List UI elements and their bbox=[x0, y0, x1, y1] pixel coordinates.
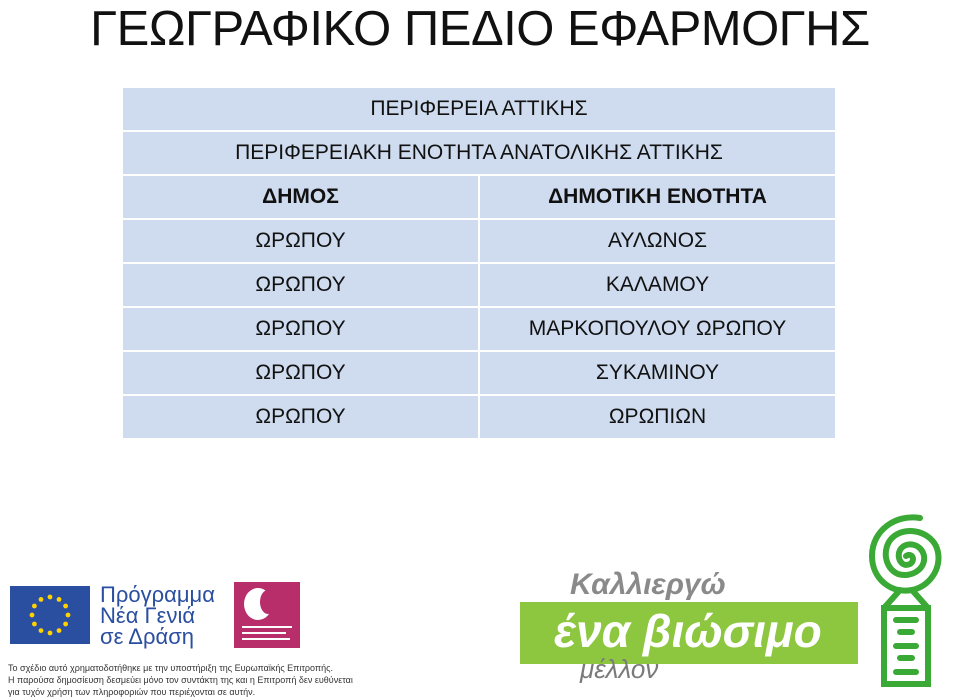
region-cell: ΠΕΡΙΦΕΡΕΙΑ ΑΤΤΙΚΗΣ bbox=[122, 87, 836, 131]
table-row-regional-unit bbox=[122, 131, 836, 175]
slogan-line: μέλλον bbox=[580, 654, 659, 684]
slogan-logo bbox=[520, 560, 860, 688]
table-row bbox=[122, 395, 836, 439]
municipal-unit-cell: ΑΥΛΩΝΟΣ bbox=[479, 219, 836, 263]
disclaimer-line: για τυχόν χρήση των πληροφοριών που περιέχονται σε αυτήν. bbox=[8, 687, 256, 697]
eu-program-line: Νέα Γενιά bbox=[100, 603, 196, 628]
table-row bbox=[122, 263, 836, 307]
municipal-unit-cell: ΜΑΡΚΟΠΟΥΛΟΥ ΩΡΩΠΟΥ bbox=[479, 307, 836, 351]
municipal-unit-cell: ΣΥΚΑΜΙΝΟΥ bbox=[479, 351, 836, 395]
table-header-row bbox=[122, 175, 836, 219]
eu-program-line: σε Δράση bbox=[100, 624, 195, 649]
disclaimer-line: Η παρούσα δημοσίευση δεσμεύει μόνο τον συντάκτη της και η Επιτροπή δεν ευθύνεται bbox=[8, 675, 353, 685]
geographic-scope-table bbox=[121, 86, 837, 440]
municipality-cell: ΩΡΩΠΟΥ bbox=[122, 307, 479, 351]
header-municipality: ΔΗΜΟΣ bbox=[122, 175, 479, 219]
youth-foundation-logo bbox=[234, 582, 300, 648]
regional-unit-cell: ΠΕΡΙΦΕΡΕΙΑΚΗ ΕΝΟΤΗΤΑ ΑΝΑΤΟΛΙΚΗΣ ΑΤΤΙΚΗΣ bbox=[122, 131, 836, 175]
municipality-cell: ΩΡΩΠΟΥ bbox=[122, 395, 479, 439]
municipal-unit-cell: ΩΡΩΠΙΩΝ bbox=[479, 395, 836, 439]
table-row bbox=[122, 351, 836, 395]
table-row-region bbox=[122, 87, 836, 131]
municipality-cell: ΩΡΩΠΟΥ bbox=[122, 219, 479, 263]
slogan-line: ένα βιώσιμο bbox=[554, 605, 822, 657]
municipality-cell: ΩΡΩΠΟΥ bbox=[122, 263, 479, 307]
eu-flag-icon bbox=[10, 586, 90, 644]
eu-program-line: Πρόγραμμα bbox=[100, 582, 215, 607]
table-row bbox=[122, 307, 836, 351]
disclaimer-line: Το σχέδιο αυτό χρηματοδοτήθηκε με την υποστήριξη της Ευρωπαϊκής Επιτροπής. bbox=[8, 663, 333, 673]
eu-program-text bbox=[100, 584, 215, 647]
slogan-line: Καλλιεργώ bbox=[570, 568, 726, 601]
header-municipal-unit: ΔΗΜΟΤΙΚΗ ΕΝΟΤΗΤΑ bbox=[479, 175, 836, 219]
page-title: ΓΕΩΓΡΑΦΙΚΟ ΠΕΔΙΟ ΕΦΑΡΜΟΓΗΣ bbox=[90, 2, 870, 56]
table-row bbox=[122, 219, 836, 263]
municipal-unit-cell: ΚΑΛΑΜΟΥ bbox=[479, 263, 836, 307]
organosi-spiral-logo bbox=[860, 508, 952, 690]
municipality-cell: ΩΡΩΠΟΥ bbox=[122, 351, 479, 395]
